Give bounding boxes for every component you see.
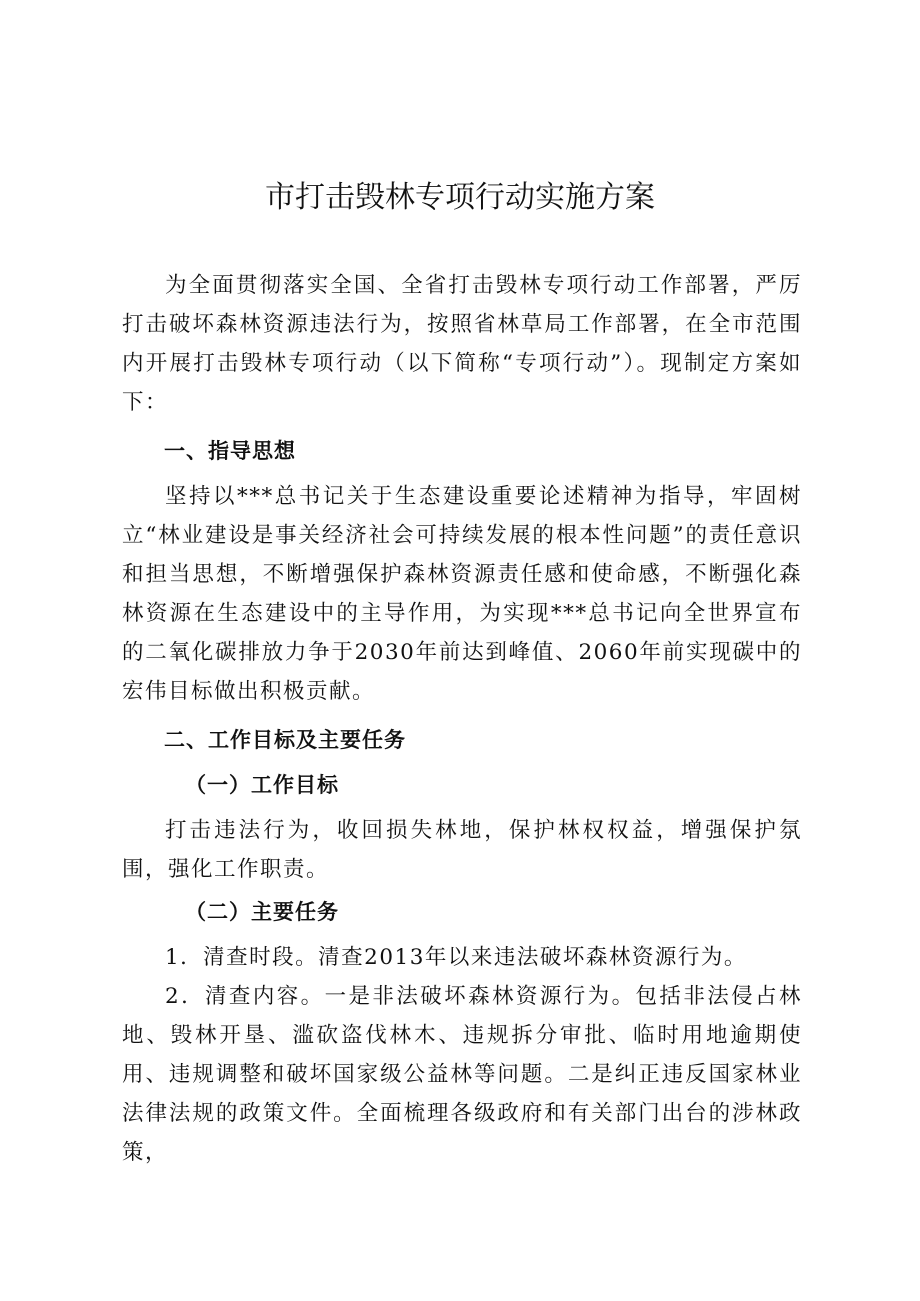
section-heading-goals-tasks: 二、工作目标及主要任务 (164, 728, 406, 752)
task-item-1: 1．清查时段。清查2013年以来违法破坏森林资源行为。 (165, 945, 747, 970)
subsection-heading-main-tasks: （二）主要任务 (185, 900, 339, 924)
guiding-ideology-paragraph: 坚持以***总书记关于生态建设重要论述精神为指导，牢固树立“林业建设是事关经济社会可持续发展的根本性问题”的责任意识和担当思想，不断增强保护森林资源责任感和使命感，不断强化森林资源在生态建设中的主导作用，为实现***总书记向全世界宣布的二氧化碳排放力争于2030年前达到峰值、2060年前实现碳中的宏伟目标做出积极贡献。 (122, 484, 802, 704)
work-goals-paragraph: 打击违法行为，收回损失林地，保护林权权益，增强保护氛围，强化工作职责。 (122, 818, 802, 882)
document-title: 市打击毁林专项行动实施方案 (265, 180, 655, 215)
task-item-2: 2．清查内容。一是非法破坏森林资源行为。包括非法侵占林地、毁林开垦、滥砍盗伐林木、违规拆分审批、临时用地逾期使用、违规调整和破坏国家级公益林等问题。二是纠正违反国家林业法律法规的政策文件。全面梳理各级政府和有关部门出台的涉林政策， (122, 984, 802, 1165)
subsection-heading-work-goals: （一）工作目标 (185, 773, 339, 797)
section-heading-guiding-ideology: 一、指导思想 (164, 439, 296, 463)
intro-paragraph: 为全面贯彻落实全国、全省打击毁林专项行动工作部署，严厉打击破坏森林资源违法行为，按照省林草局工作部署，在全市范围内开展打击毁林专项行动（以下简称“专项行动”）。现制定方案如下： (122, 273, 802, 415)
document-body (122, 266, 802, 1172)
